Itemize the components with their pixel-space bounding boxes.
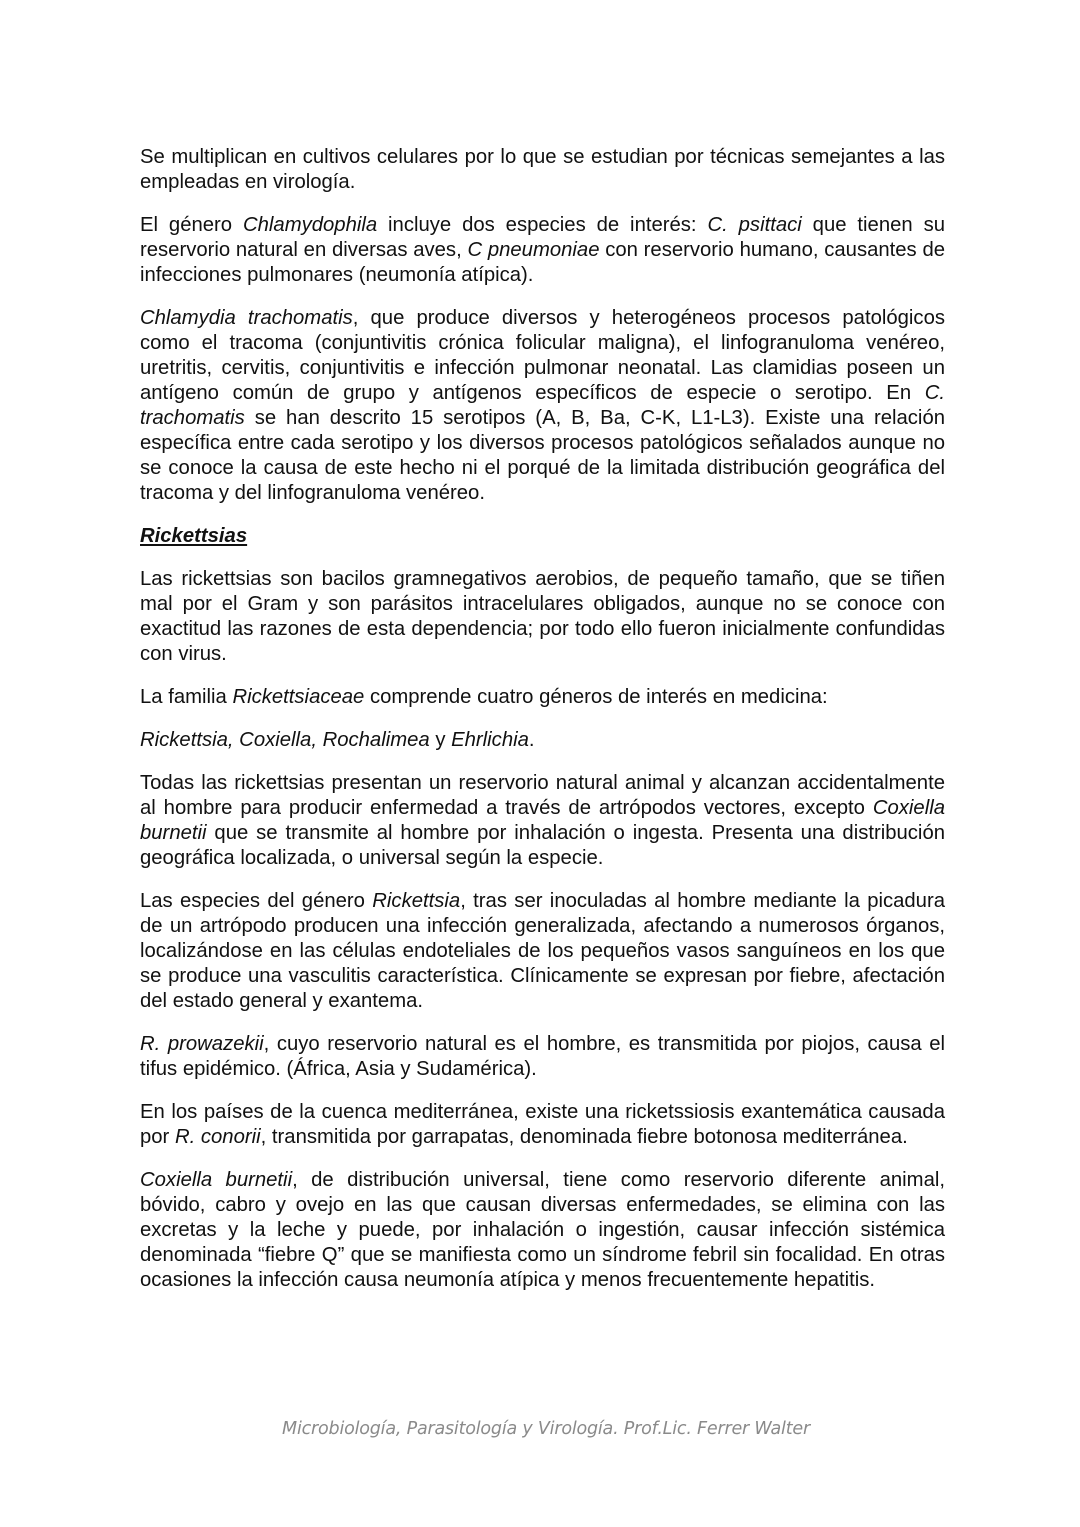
italic-term: Chlamydia trachomatis — [140, 307, 353, 329]
paragraph-text: comprende cuatro géneros de interés en medicina: — [364, 686, 828, 708]
paragraph-text: , que produce diversos y heterogéneos procesos patológicos como el tracoma (conjuntivitis crónica folicular maligna), el linfogranuloma venéreo, uretritis, cervitis, conjuntivitis e infección pulmonar neonatal. Las clamidias poseen un antígeno común de grupo y antígenos específicos de especie o serotipo. En — [140, 307, 945, 404]
italic-term: Ehrlichia — [451, 729, 529, 751]
italic-term: Chlamydophila — [242, 214, 378, 236]
paragraph-text: Se multiplican en cultivos celulares por lo que se estudian por técnicas semejantes a las empleadas en virología. — [140, 146, 945, 193]
paragraph-text: Las especies del género — [140, 890, 373, 912]
paragraph-text: , transmitida por garrapatas, denominada fiebre botonosa mediterránea. — [260, 1126, 908, 1148]
italic-term: C. psittaci — [707, 214, 802, 236]
italic-term: C. trachomatis — [140, 382, 945, 429]
paragraph-p2 — [140, 213, 945, 288]
paragraph-text: Las rickettsias son bacilos gramnegativos aerobios, de pequeño tamaño, que se tiñen mal por el Gram y son parásitos intracelulares obligados, aunque no se conoce con exactitud las razones de esta dependencia; por todo ello fueron inicialmente confundidas con virus. — [140, 568, 945, 665]
paragraph-p5 — [140, 685, 945, 710]
paragraph-p7 — [140, 771, 945, 871]
paragraph-text: , de distribución universal, tiene como reservorio diferente animal, bóvido, cabro y ovejo en las que causan diversas enfermedades, se elimina con las excretas y la leche y puede, por inhalación o ingestión, causar infección sistémica denominada “fiebre Q” que se manifiesta como un síndrome febril sin focalidad. En otras ocasiones la infección causa neumonía atípica y menos frecuentemente hepatitis. — [140, 1169, 946, 1291]
paragraph-p11 — [140, 1168, 945, 1293]
page-footer: Microbiología, Parasitología y Virología. Prof.Lic. Ferrer Walter — [282, 1419, 810, 1439]
italic-term: R. conorii — [174, 1126, 261, 1148]
paragraph-p6 — [140, 728, 945, 753]
page-body — [140, 145, 945, 1311]
italic-term: Coxiella burnetii — [140, 797, 945, 844]
italic-term: Rickettsiaceae — [232, 686, 365, 708]
intro-paragraphs — [140, 145, 945, 506]
paragraph-p10 — [140, 1100, 945, 1150]
paragraph-text: El género — [140, 214, 243, 236]
italic-term: Coxiella burnetii — [140, 1169, 293, 1191]
paragraph-text: que tienen su reservorio natural en diversas aves, — [140, 214, 945, 261]
paragraph-text: En los países de la cuenca mediterránea, existe una ricketssiosis exantemática causada por — [140, 1101, 945, 1148]
italic-term: C pneumoniae — [467, 239, 600, 261]
rickettsias-paragraphs — [140, 567, 945, 1293]
paragraph-p3 — [140, 306, 945, 506]
paragraph-text: que se transmite al hombre por inhalación o ingesta. Presenta una distribución geográfica localizada, o universal según la especie. — [140, 822, 945, 869]
paragraph-text: y — [429, 729, 452, 751]
paragraph-text: se han descrito 15 serotipos (A, B, Ba, C-K, L1-L3). Existe una relación específica entre cada serotipo y los diversos procesos patológicos señalados aunque no se conoce la causa de este hecho ni el porqué de la limitada distribución geográfica del tracoma y del linfogranuloma venéreo. — [140, 407, 945, 504]
section-heading-rickettsias: Rickettsias — [140, 525, 248, 547]
paragraph-text: La familia — [140, 686, 233, 708]
paragraph-p8 — [140, 889, 945, 1014]
paragraph-p4 — [140, 567, 945, 667]
paragraph-text: . — [528, 729, 535, 751]
paragraph-text: con reservorio humano, causantes de infecciones pulmonares (neumonía atípica). — [140, 239, 945, 286]
paragraph-p9 — [140, 1032, 945, 1082]
paragraph-text: , tras ser inoculadas al hombre mediante la picadura de un artrópodo producen una infección generalizada, afectando a numerosos órganos, localizándose en las células endoteliales de los pequeños vasos sanguíneos en los que se produce una vasculitis característica. Clínicamente se expresan por fiebre, afectación del estado general y exantema. — [140, 890, 945, 1012]
italic-term: Rickettsia — [372, 890, 461, 912]
italic-term: Rickettsia, Coxiella, Rochalimea — [140, 729, 430, 751]
paragraph-text: , cuyo reservorio natural es el hombre, es transmitida por piojos, causa el tifus epidémico. (África, Asia y Sudamérica). — [140, 1033, 945, 1080]
italic-term: R. prowazekii — [140, 1033, 264, 1055]
paragraph-p1 — [140, 145, 945, 195]
paragraph-text: Todas las rickettsias presentan un reservorio natural animal y alcanzan accidentalmente al hombre para producir enfermedad a través de artrópodos vectores, excepto — [140, 772, 945, 819]
paragraph-text: incluye dos especies de interés: — [377, 214, 708, 236]
